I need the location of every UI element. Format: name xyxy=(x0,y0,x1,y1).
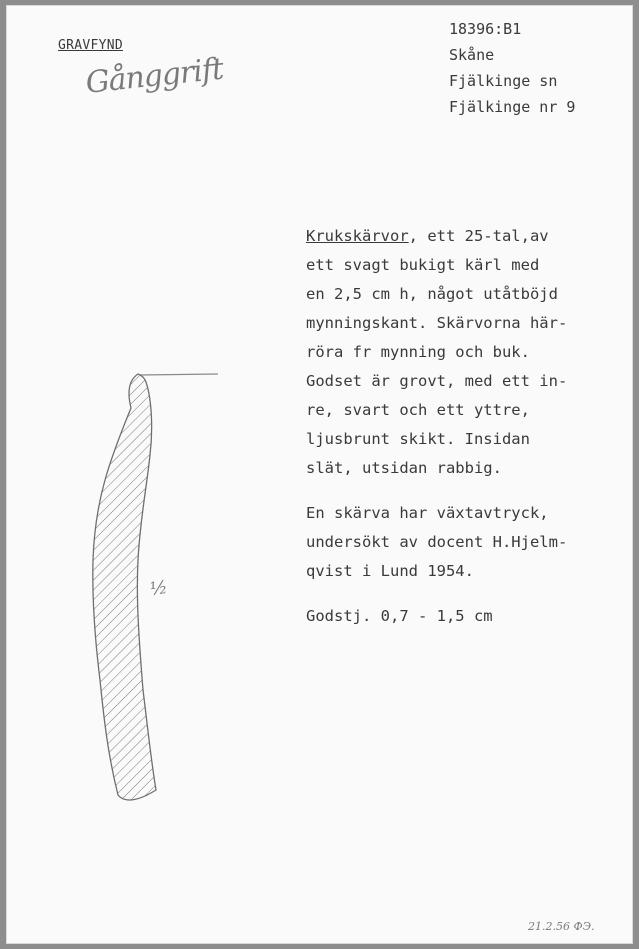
sherd-cross-section xyxy=(93,374,156,800)
text-line: ljusbrunt skikt. Insidan xyxy=(306,430,530,448)
description-paragraph-2 xyxy=(306,499,626,586)
description-paragraph-1 xyxy=(306,222,626,483)
text-line: re, svart och ett yttre, xyxy=(306,401,530,419)
rim-line xyxy=(140,374,218,375)
category-label: GRAVFYND xyxy=(58,38,124,53)
catalog-number: 18396:B1 xyxy=(449,20,522,38)
text-line: en 2,5 cm h, något utåtböjd xyxy=(306,285,558,303)
text-line: Godset är grovt, med ett in- xyxy=(306,372,568,390)
handwritten-note: Gånggrift xyxy=(84,51,225,101)
text-line: ett svagt bukigt kärl med xyxy=(306,256,540,274)
text-line: qvist i Lund 1954. xyxy=(306,562,474,580)
thickness-line: Godstj. 0,7 - 1,5 cm xyxy=(306,607,493,625)
text-line: En skärva har växtavtryck, xyxy=(306,504,549,522)
parish: Fjälkinge sn xyxy=(449,72,558,90)
text-line: mynningskant. Skärvorna här- xyxy=(306,314,568,332)
scale-note: ½ xyxy=(148,576,169,601)
line-1-rest: , ett 25-tal,av xyxy=(408,227,549,245)
text-line: röra fr mynning och buk. xyxy=(306,343,530,361)
description-text xyxy=(306,222,626,647)
province: Skåne xyxy=(449,46,495,64)
site: Fjälkinge nr 9 xyxy=(449,98,576,116)
text-line: undersökt av docent H.Hjelm- xyxy=(306,533,568,551)
keyword: Krukskärvor xyxy=(306,227,409,245)
text-line: slät, utsidan rabbig. xyxy=(306,459,502,477)
signature: 21.2.56 ФЭ. xyxy=(528,920,595,933)
